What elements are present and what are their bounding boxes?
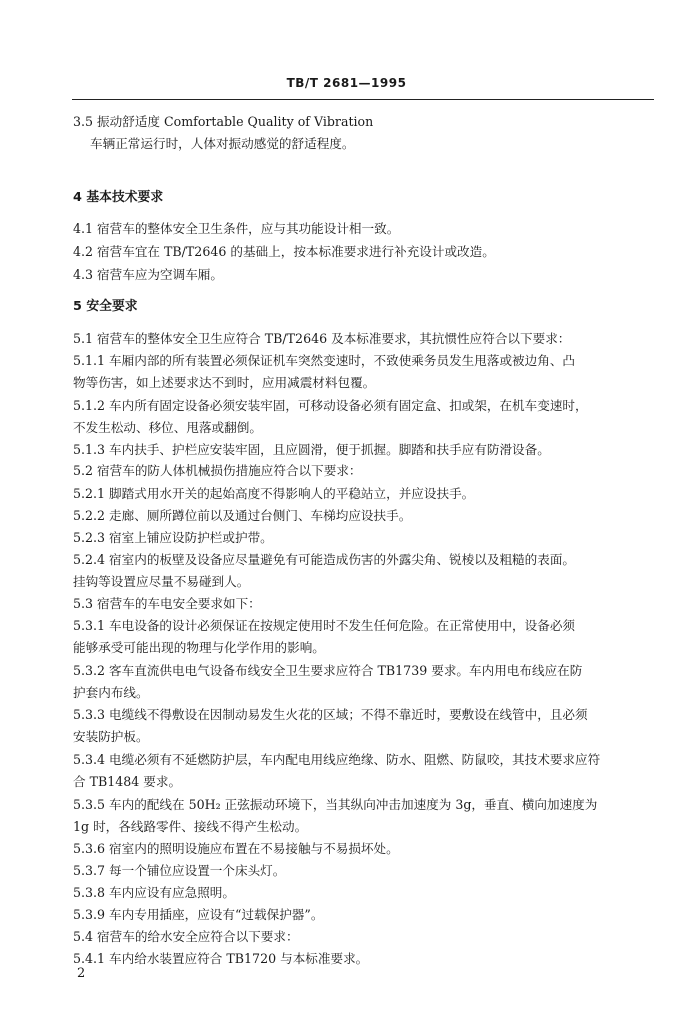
- text-line: 4.3 宿营车应为空调车厢。: [73, 267, 223, 282]
- section-heading: 5 安全要求: [73, 299, 138, 314]
- text-line: 5.3.7 每一个铺位应设置一个床头灯。: [73, 863, 286, 878]
- text-line: 5.3.1 车电设备的设计必须保证在按规定使用时不发生任何危险。在正常使用中，设备必须: [73, 618, 576, 633]
- text-line: 5.2 宿营车的防人体机械损伤措施应符合以下要求：: [73, 463, 362, 478]
- text-line: 1g 时，各线路零件、接线不得产生松动。: [73, 819, 308, 834]
- text-line: 能够承受可能出现的物理与化学作用的影响。: [73, 640, 325, 655]
- text-line: 5.1.1 车厢内部的所有装置必须保证机车突然变速时，不致使乘务员发生甩落或被边角、凸: [73, 353, 576, 368]
- text-line: 5.3.8 车内应设有应急照明。: [73, 885, 235, 900]
- section-heading: 4 基本技术要求: [73, 190, 164, 205]
- text-line: 物等伤害，如上述要求达不到时，应用减震材料包覆。: [73, 375, 376, 390]
- text-line: 4.1 宿营车的整体安全卫生条件，应与其功能设计相一致。: [73, 221, 400, 236]
- text-line: 5.3.3 电缆线不得敷设在因制动易发生火花的区域；不得不靠近时，要敷设在线管中，且必须: [73, 707, 588, 722]
- text-line: 5.2.2 走廊、厕所蹲位前以及通过台侧门、车梯均应设扶手。: [73, 508, 412, 523]
- text-line: 5.1.2 车内所有固定设备必须安装牢固，可移动设备必须有固定盒、扣或架，在机车变速时，: [73, 398, 588, 413]
- text-line: 5.3.9 车内专用插座，应设有“过载保护器”。: [73, 907, 324, 922]
- text-line: 5.1 宿营车的整体安全卫生应符合 TB/T2646 及本标准要求，其抗惯性应符合以下要求：: [73, 331, 571, 346]
- header-rule: [72, 99, 654, 100]
- text-line: 5.3.4 电缆必须有不延燃防护层，车内配电用线应绝缘、防水、阻燃、防鼠咬，其技术要求应符: [73, 752, 601, 767]
- text-line: 合 TB1484 要求。: [73, 774, 182, 789]
- text-line: 5.2.4 宿室内的板壁及设备应尽量避免有可能造成伤害的外露尖角、锐棱以及粗糙的表面。: [73, 552, 576, 567]
- text-line: 护套内布线。: [73, 685, 149, 700]
- text-line: 5.3.6 宿室内的照明设施应布置在不易接触与不易损坏处。: [73, 841, 399, 856]
- text-line: 5.4.1 车内给水装置应符合 TB1720 与本标准要求。: [73, 951, 369, 966]
- text-line: 5.1.3 车内扶手、护栏应安装牢固，且应圆滑，便于抓握。脚踏和扶手应有防滑设备。: [73, 442, 550, 457]
- text-line: 5.3 宿营车的车电安全要求如下：: [73, 596, 261, 611]
- text-line: 4.2 宿营车宜在 TB/T2646 的基础上，按本标准要求进行补充设计或改造。: [73, 244, 495, 259]
- text-line: 不发生松动、移位、甩落或翻倒。: [73, 420, 262, 435]
- text-line: 5.4 宿营车的给水安全应符合以下要求：: [73, 929, 299, 944]
- text-line: 5.3.5 车内的配线在 50H₂ 正弦振动环境下，当其纵向冲击加速度为 3g，垂直、横向加速度为: [73, 797, 598, 812]
- text-line: 3.5 振动舒适度 Comfortable Quality of Vibration: [73, 114, 374, 129]
- page-number: 2: [77, 966, 86, 981]
- text-line: 车辆正常运行时，人体对振动感觉的舒适程度。: [90, 136, 355, 151]
- page-header: TB/T 2681—1995: [286, 76, 407, 90]
- text-line: 安装防护板。: [73, 729, 149, 744]
- text-line: 5.3.2 客车直流供电电气设备布线安全卫生要求应符合 TB1739 要求。车内用电布线应在防: [73, 663, 583, 678]
- text-line: 挂钩等设置应尽量不易碰到人。: [73, 574, 250, 589]
- text-line: 5.2.3 宿室上铺应设防护栏或护带。: [73, 530, 273, 545]
- text-line: 5.2.1 脚踏式用水开关的起始高度不得影响人的平稳站立，并应设扶手。: [73, 486, 475, 501]
